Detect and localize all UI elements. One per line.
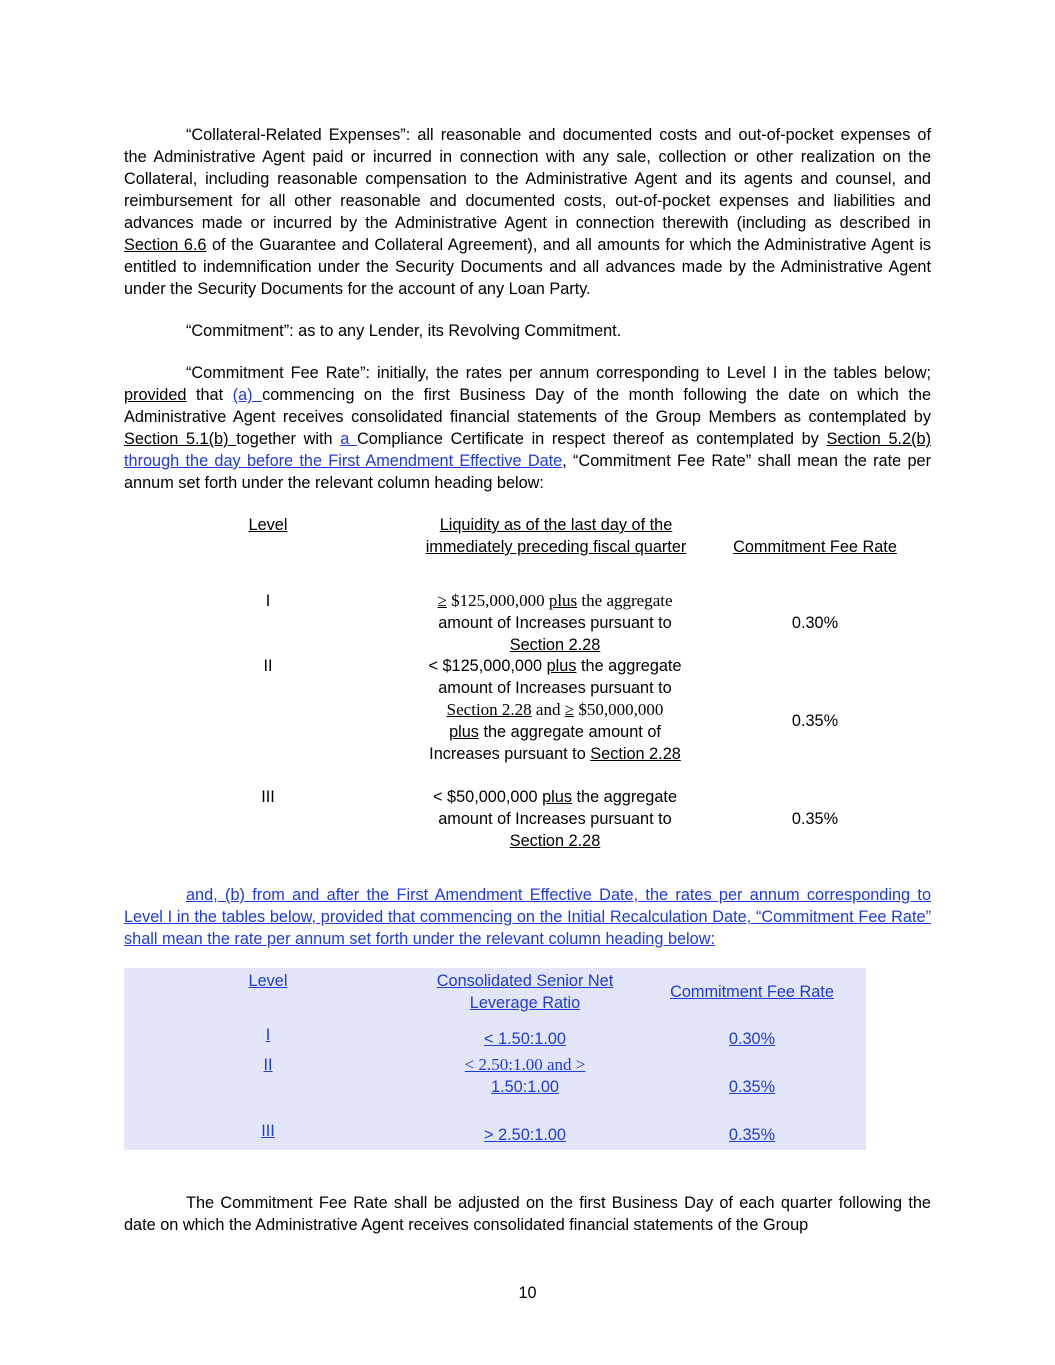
inserted-text: through the day before the First Amendment Effective Date — [124, 452, 563, 470]
rate-cell: 0.35% — [791, 810, 839, 828]
section-reference: Section 2.28 — [590, 745, 681, 763]
level-cell: II — [263, 1056, 273, 1074]
ratio-cell: < 2.50:1.00 and > 1.50:1.00 — [464, 1055, 586, 1096]
definition-collateral-related-expenses: “Collateral-Related Expenses”: all reasonable and documented costs and out-of-pocket expenses of the Administrative Agent paid or incurred in connection with any sale, collection or other realization on the Collateral, including reasonable compensation to the Administrative Agent and its agents and counsel, and reimbursement for all other reasonable and documented costs, out-of-pocket expenses and liabilities and advances made or incurred by the Administrative Agent in connection therewith (including as described in Section 6.6 of the Guarantee and Collateral Agreement), and all amounts for which the Administrative Agent is entitled to indemnification under the Security Documents and all advances made by the Administrative Agent under the Security Documents for the account of any Loan Party. — [124, 126, 931, 298]
page-number: 10 — [518, 1284, 537, 1302]
section-reference: Section 5.2(b) — [826, 430, 931, 448]
definition-commitment-fee-rate: “Commitment Fee Rate”: initially, the rates per annum corresponding to Level I in the tables below; provided that (a) commencing on the first Business Day of the month following the date on which the Administrative Agent receives consolidated financial statements of the Group Members as contemplated by Section 5.1(b) together with a Compliance Certificate in respect thereof as contemplated by Section 5.2(b) through the day before the First Amendment Effective Date, “Commitment Fee Rate” shall mean the rate per annum set forth under the relevant column heading below: — [124, 364, 932, 492]
defined-term: “Commitment Fee Rate” — [186, 364, 366, 382]
amendment-paragraph: and, (b) from and after the First Amendment Effective Date, the rates per annum corresponding to Level I in the tables below, provided that commencing on the Initial Recalculation Date, “Commitment Fee Rate” shall mean the rate per annum set forth under the relevant column heading below: — [124, 886, 931, 948]
definition-commitment: “Commitment”: as to any Lender, its Revolving Commitment. — [186, 322, 622, 340]
header-leverage-ratio: Consolidated Senior Net Leverage Ratio — [436, 972, 614, 1012]
rate-cell: 0.30% — [728, 1030, 776, 1048]
rate-cell: 0.35% — [728, 1078, 776, 1096]
section-reference: Section 5.1(b) — [124, 430, 237, 448]
header-liquidity: Liquidity as of the last day of the immediately preceding fiscal quarter — [425, 516, 687, 556]
level-cell: III — [261, 1122, 275, 1140]
rate-cell: 0.35% — [791, 712, 839, 730]
section-reference: Section 2.28 — [509, 832, 601, 850]
header-commitment-fee-rate: Commitment Fee Rate — [670, 983, 834, 1001]
header-level: Level — [248, 972, 288, 990]
ratio-cell: < 1.50:1.00 — [484, 1030, 566, 1048]
rate-cell: 0.30% — [791, 614, 839, 632]
liquidity-cell: < $125,000,000 plus the aggregate amount of Increases pursuant to Section 2.28 and ≥ $50,000,000 plus the aggregate amount of Increases pursuant to Section 2.28 — [428, 657, 682, 763]
header-level: Level — [248, 516, 288, 534]
rate-cell: 0.35% — [728, 1126, 776, 1144]
liquidity-cell: ≥ $125,000,000 plus the aggregate amount of Increases pursuant to Section 2.28 — [405, 590, 705, 656]
liquidity-cell: < $50,000,000 plus the aggregate amount of Increases pursuant to Section 2.28 — [405, 786, 705, 852]
level-cell: I — [265, 592, 271, 610]
level-cell: II — [263, 657, 273, 675]
ratio-cell: > 2.50:1.00 — [484, 1126, 566, 1144]
level-cell: III — [261, 788, 275, 806]
defined-term: “Collateral-Related Expenses” — [186, 126, 406, 144]
section-reference: Section 2.28 — [509, 636, 601, 654]
defined-term: “Commitment” — [186, 322, 290, 340]
section-reference: Section 2.28 — [446, 700, 532, 719]
header-commitment-fee-rate: Commitment Fee Rate — [733, 538, 897, 556]
section-reference: Section 6.6 — [124, 236, 207, 254]
inserted-text: a — [340, 430, 357, 448]
level-cell: I — [265, 1026, 271, 1044]
adjustment-paragraph: The Commitment Fee Rate shall be adjusted on the first Business Day of each quarter following the date on which the Administrative Agent receives consolidated financial statements of the Group — [124, 1194, 931, 1234]
inserted-text: (a) — [232, 386, 263, 404]
